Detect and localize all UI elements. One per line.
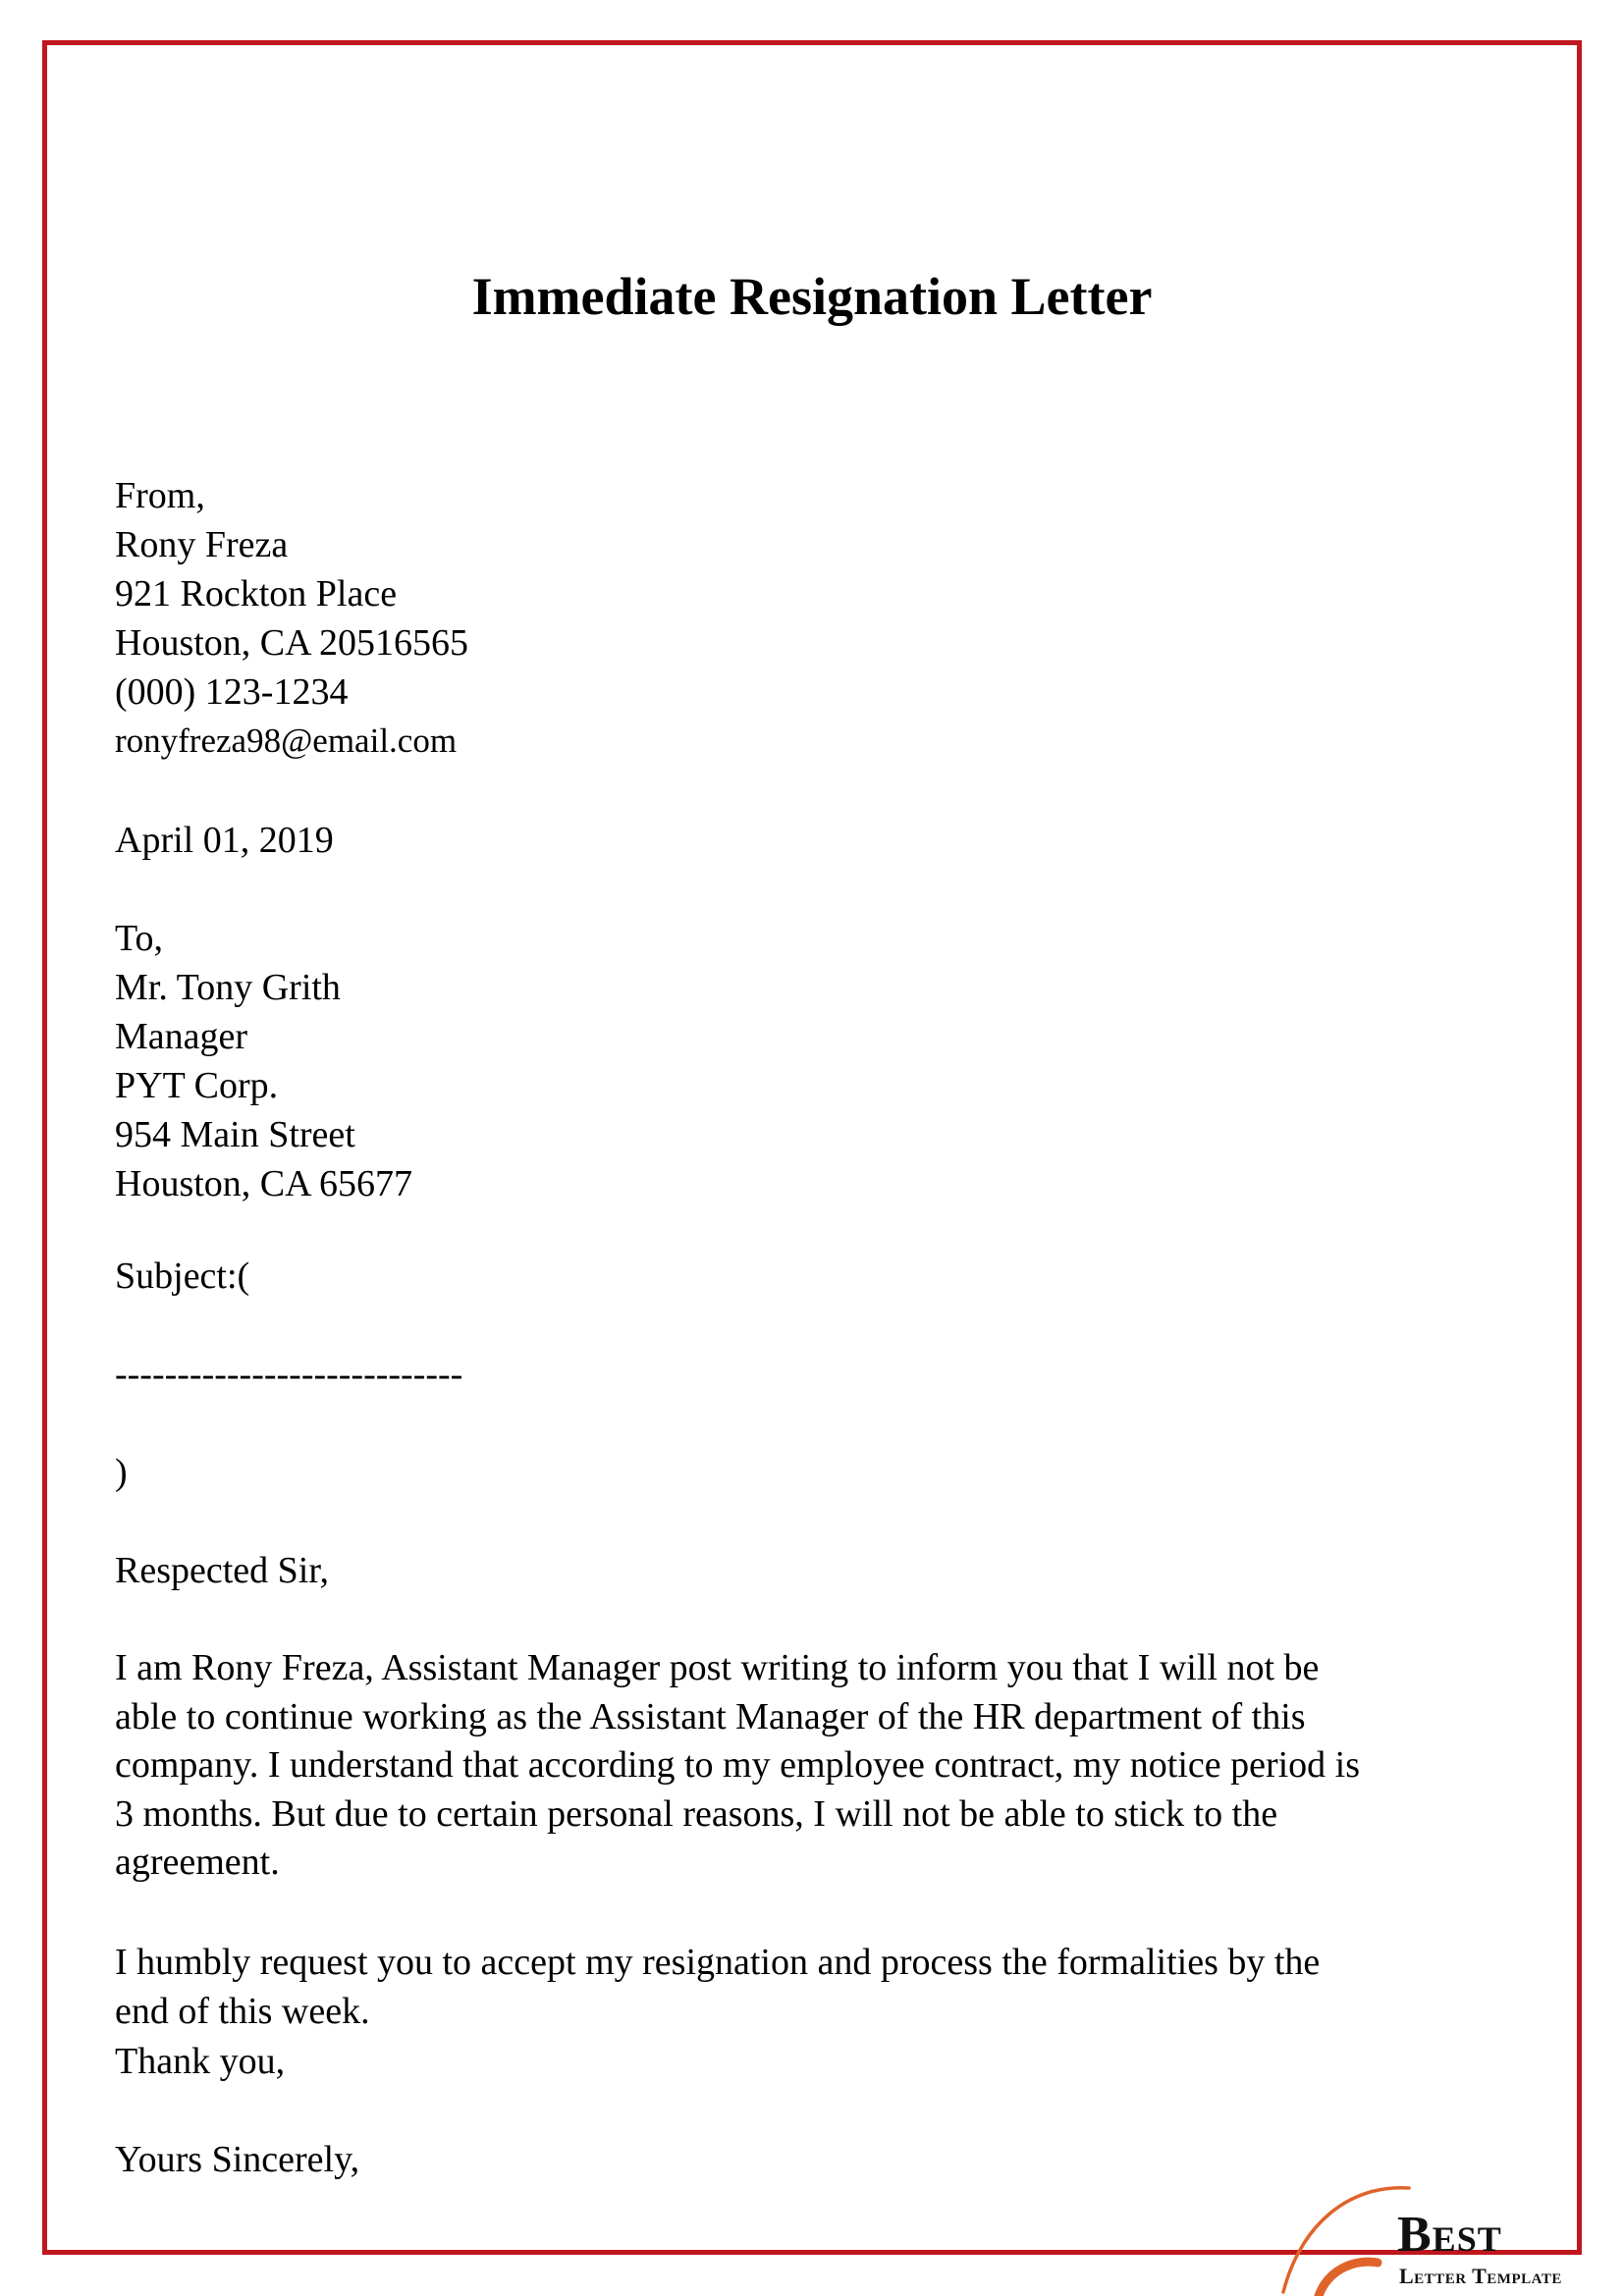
subject-placeholder: ----------------------------	[115, 1354, 463, 1395]
paragraph-line: end of this week.	[115, 1990, 370, 2032]
recipient-name: Mr. Tony Grith	[115, 967, 341, 1008]
paragraph-line: 3 months. But due to certain personal reasons, I will not be able to stick to the	[115, 1792, 1278, 1835]
sender-address-block	[115, 471, 468, 766]
from-label: From,	[115, 475, 205, 516]
logo-word: Best	[1397, 2207, 1502, 2263]
closing-thanks: Thank you,	[115, 2041, 286, 2082]
subject-close: )	[115, 1452, 128, 1493]
to-label: To,	[115, 918, 164, 959]
best-letter-template-logo	[1272, 2184, 1596, 2296]
sender-name: Rony Freza	[115, 524, 289, 565]
logo-tagline: Letter Template	[1399, 2264, 1562, 2288]
recipient-title: Manager	[115, 1016, 248, 1057]
salutation: Respected Sir,	[115, 1550, 329, 1591]
paragraph-line: I humbly request you to accept my resignation and process the formalities by the	[115, 1942, 1321, 1983]
subject-close-block	[115, 1448, 128, 1497]
recipient-address-block	[115, 914, 412, 1208]
letter-date-block	[115, 816, 334, 865]
paragraph-line: company. I understand that according to my employee contract, my notice period is	[115, 1744, 1361, 1786]
paragraph-line: agreement.	[115, 1842, 280, 1883]
paragraph-line: able to continue working as the Assistant Manager of the HR department of this	[115, 1695, 1306, 1737]
letter-title: Immediate Resignation Letter	[471, 267, 1153, 326]
signoff-block	[115, 2135, 359, 2184]
sender-street: 921 Rockton Place	[115, 573, 398, 614]
recipient-company: PYT Corp.	[115, 1065, 279, 1106]
letter-date: April 01, 2019	[115, 820, 334, 861]
paragraph-line: I am Rony Freza, Assistant Manager post writing to inform you that I will not be	[115, 1647, 1320, 1688]
thanks-block	[115, 2037, 285, 2086]
recipient-street: 954 Main Street	[115, 1114, 355, 1155]
subject-open: Subject:(	[115, 1255, 250, 1297]
closing-signoff: Yours Sincerely,	[115, 2139, 360, 2180]
sender-city: Houston, CA 20516565	[115, 622, 468, 664]
subject-placeholder-block	[115, 1350, 462, 1399]
body-paragraph-2	[115, 1939, 1509, 2036]
salutation-block	[115, 1546, 329, 1595]
sender-email: ronyfreza98@email.com	[115, 721, 458, 760]
recipient-city: Houston, CA 65677	[115, 1163, 412, 1204]
body-paragraph-1	[115, 1644, 1509, 1888]
sender-phone: (000) 123-1234	[115, 671, 349, 713]
subject-open-block	[115, 1252, 249, 1301]
